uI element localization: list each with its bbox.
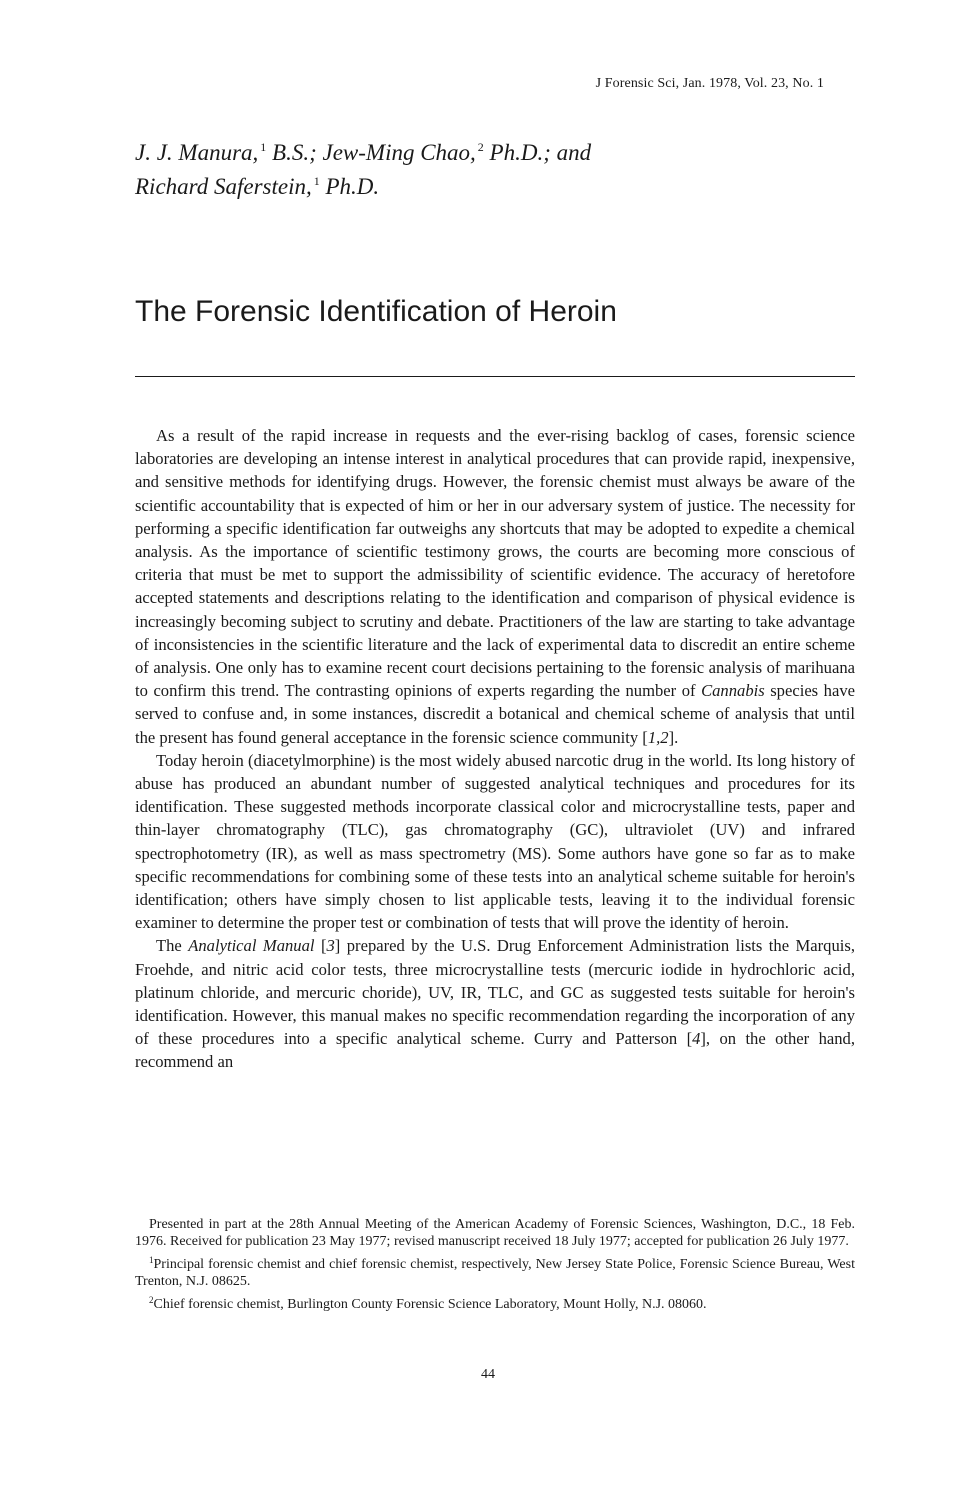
author-line-1 <box>135 133 835 167</box>
author-degree: Ph.D.; and <box>483 140 592 165</box>
footnote-marker: 1 <box>149 1255 154 1265</box>
footnote-marker: 2 <box>149 1295 154 1305</box>
footnote-1 <box>135 1252 855 1290</box>
text-run: As a result of the rapid increase in requests and the ever-rising backlog of cases, forensic science laboratories are developing an intense interest in analytical procedures that can provide rapid, inexpensive, and sensitive methods for identifying drugs. However, the forensic chemist must always be aware of the scientific accountability that is expected of him or her in our adversary system of justice. The necessity for performing a specific identification far outweighs any shortcuts that may be adopted to expedite a chemical analysis. As the importance of scientific testimony grows, the courts are becoming more conscious of criteria that must be met to support the admissibility of scientific evidence. The accuracy of heretofore accepted statements and descriptions relating to the identification and comparison of physical evidence is increasingly becoming subject to scrutiny and debate. Practitioners of the law are starting to take advantage of inconsistencies in the scientific literature and the lack of experimental data to discredit an entire scheme of analysis. One only has to examine recent court decisions pertaining to the forensic analysis of marihuana to confirm this trend. The contrasting opinions of experts regarding the number of <box>135 426 855 701</box>
article-body <box>135 424 855 1074</box>
italic-term: Analytical Manual <box>188 936 315 956</box>
citation-ref: 4 <box>692 1029 701 1049</box>
footnote-2 <box>135 1292 855 1313</box>
article-title: The Forensic Identification of Heroin <box>135 295 617 329</box>
affiliation-marker: 1 <box>313 174 320 188</box>
text-run: [ <box>314 936 327 956</box>
page-number: 44 <box>481 1367 495 1382</box>
title-rule <box>135 376 855 377</box>
footnote-presented: Presented in part at the 28th Annual Meeting of the American Academy of Forensic Sciences, Washington, D.C., 18 Feb. 1976. Received for publication 23 May 1977; revised manuscript received 18 July 1977; accepted for publication 26 July 1977. <box>135 1217 855 1249</box>
author-degree: Ph.D. <box>319 174 380 199</box>
footnote-text: Chief forensic chemist, Burlington County Forensic Science Laboratory, Mount Holly, N.J. 08060. <box>153 1297 707 1312</box>
author-name: Richard Saferstein, <box>135 174 312 199</box>
text-run: species have served to confuse and, in some instances, discredit a botanical and chemical scheme of analysis that until the present has found general acceptance in the forensic science community [ <box>135 681 855 747</box>
paragraph <box>135 934 855 1073</box>
paragraph: Today heroin (diacetylmorphine) is the most widely abused narcotic drug in the world. Its long history of abuse has produced an abundant number of suggested analytical techniques and procedures for its identification. These suggested methods incorporate classical color and microcrystalline tests, paper and thin-layer chromatography (TLC), gas chromatography (GC), ultraviolet (UV) and infrared spectrophotometry (IR), as well as mass spectrometry (MS). Some authors have gone so far as to make specific recommendations for combining some of these tests into an analytical scheme suitable for heroin's identification; others have simply chosen to list applicable tests, leaving it to the individual forensic examiner to determine the proper test or combination of tests that will prove the identity of heroin. <box>135 750 855 933</box>
paragraph <box>135 424 855 749</box>
footnotes <box>135 1216 855 1315</box>
author-line-2 <box>135 167 835 201</box>
author-list <box>135 133 835 201</box>
citation-ref: 3 <box>326 936 335 956</box>
italic-term: Cannabis <box>701 681 765 701</box>
text-run: ] prepared by the U.S. Drug Enforcement Administration lists the Marquis, Froehde, and nitric acid color tests, three microcrystalline tests (mercuric iodide in hydrochloric acid, platinum chloride, and mercuric choride), UV, IR, TLC, and GC as suggested tests suitable for heroin's identification. However, this manual makes no specific recommendation regarding the incorporation of any of these procedures into a specific analytical scheme. Curry and Patterson [ <box>135 936 855 1049</box>
journal-reference: J Forensic Sci, Jan. 1978, Vol. 23, No. 1 <box>595 76 824 91</box>
citation-ref: 1,2 <box>647 727 669 747</box>
text-run: The <box>156 936 189 956</box>
text-run: ], on the other hand, recommend an <box>135 1029 855 1072</box>
affiliation-marker: 2 <box>477 140 484 154</box>
author-degree: B.S.; Jew-Ming Chao, <box>266 140 476 165</box>
footnote-text: Principal forensic chemist and chief forensic chemist, respectively, New Jersey State Police, Forensic Science Bureau, West Trenton, N.J. 08625. <box>135 1257 855 1289</box>
author-name: J. J. Manura, <box>135 140 259 165</box>
affiliation-marker: 1 <box>260 140 267 154</box>
text-run: ]. <box>668 727 679 747</box>
